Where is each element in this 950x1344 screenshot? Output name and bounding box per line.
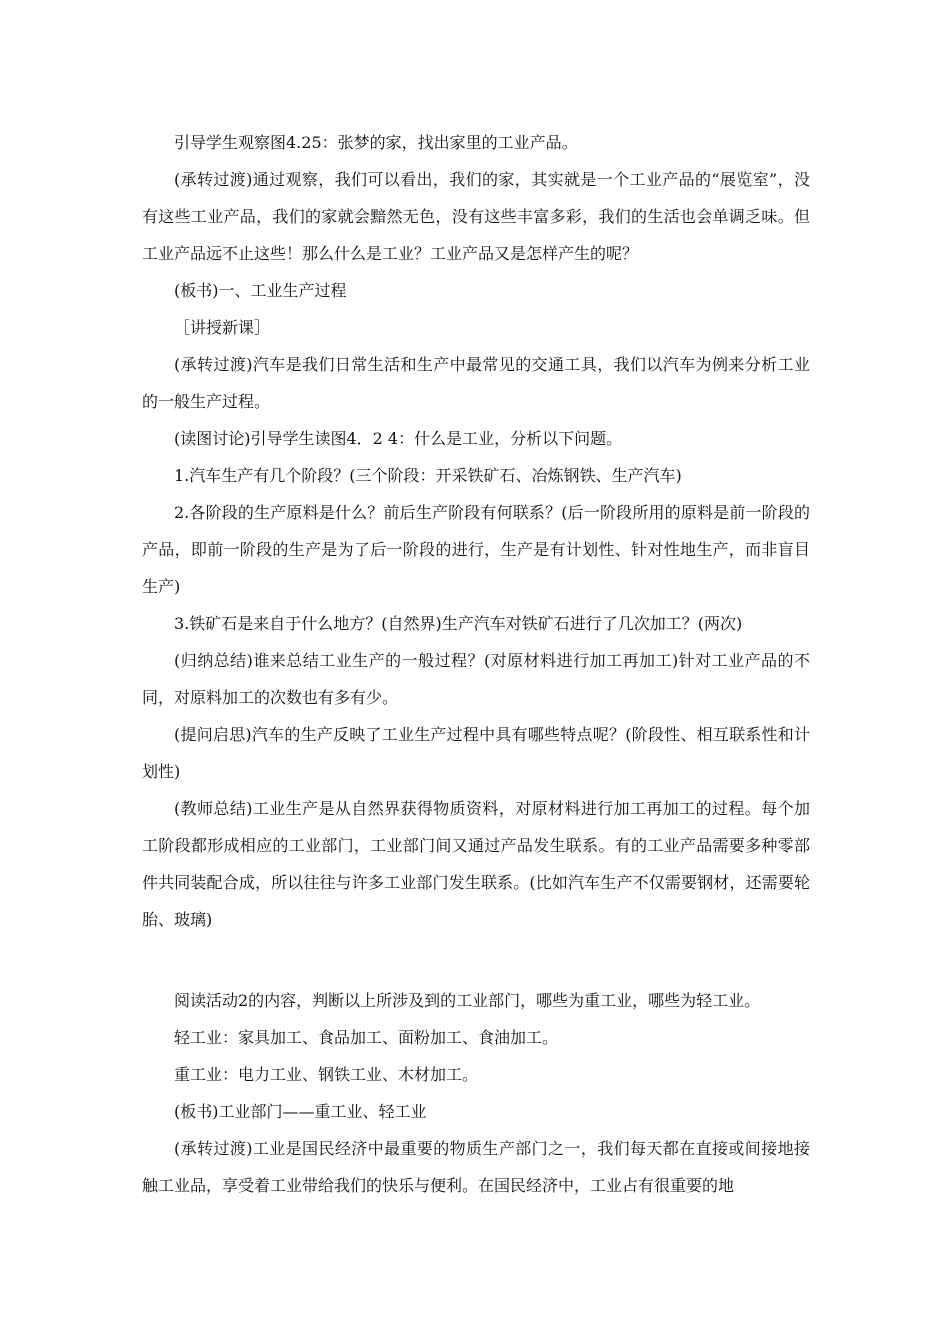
paragraph-gap xyxy=(142,938,810,982)
paragraph-transition-economy: (承转过渡)工业是国民经济中最重要的物质生产部门之一，我们每天都在直接或间接地接触工业品，享受着工业带给我们的快乐与便利。在国民经济中，工业占有很重要的地 xyxy=(142,1139,810,1195)
paragraph-question-1: 1.汽车生产有几个阶段？(三个阶段：开采铁矿石、冶炼钢铁、生产汽车) xyxy=(174,466,682,485)
paragraph-question-features: (提问启思)汽车的生产反映了工业生产过程中具有哪些特点呢？(阶段性、相互联系性和计划性) xyxy=(142,725,810,781)
paragraph-read-figure: (读图讨论)引导学生读图4．2 4：什么是工业，分析以下问题。 xyxy=(174,429,623,448)
paragraph-blackboard-departments: (板书)工业部门——重工业、轻工业 xyxy=(174,1102,427,1121)
paragraph-transition-home: (承转过渡)通过观察，我们可以看出，我们的家，其实就是一个工业产品的“展览室”，没有这些工业产品，我们的家就会黯然无色，没有这些丰富多彩，我们的生活也会单调乏味。但工业产品远不止这些！那么什么是工业？工业产品又是怎样产生的呢？ xyxy=(142,170,810,263)
paragraph-question-2: 2.各阶段的生产原料是什么？前后生产阶段有何联系？(后一阶段所用的原料是前一阶段的产品，即前一阶段的生产是为了后一阶段的进行，生产是有计划性、针对性地生产，而非盲目生产) xyxy=(142,503,810,596)
document-body xyxy=(142,124,810,1204)
paragraph-transition-car: (承转过渡)汽车是我们日常生活和生产中最常见的交通工具，我们以汽车为例来分析工业的一般生产过程。 xyxy=(142,355,810,411)
paragraph-new-lesson: ［讲授新课］ xyxy=(174,318,271,337)
paragraph-blackboard-heading: (板书)一、工业生产过程 xyxy=(174,281,347,300)
paragraph-activity-2: 阅读活动2的内容，判断以上所涉及到的工业部门，哪些为重工业，哪些为轻工业。 xyxy=(174,991,761,1010)
paragraph-light-industry: 轻工业：家具加工、食品加工、面粉加工、食油加工。 xyxy=(174,1028,559,1047)
paragraph-heavy-industry: 重工业：电力工业、钢铁工业、木材加工。 xyxy=(174,1065,479,1084)
paragraph-observe-figure: 引导学生观察图4.25：张梦的家，找出家里的工业产品。 xyxy=(174,133,578,152)
paragraph-summary: (归纳总结)谁来总结工业生产的一般过程？(对原材料进行加工再加工)针对工业产品的不同，对原料加工的次数也有多有少。 xyxy=(142,651,810,707)
paragraph-question-3: 3.铁矿石是来自于什么地方？(自然界)生产汽车对铁矿石进行了几次加工？(两次) xyxy=(174,614,743,633)
paragraph-teacher-summary: (教师总结)工业生产是从自然界获得物质资料，对原材料进行加工再加工的过程。每个加工阶段都形成相应的工业部门，工业部门间又通过产品发生联系。有的工业产品需要多种零部件共同装配合成，所以往往与许多工业部门发生联系。(比如汽车生产不仅需要钢材，还需要轮胎、玻璃) xyxy=(142,799,810,929)
